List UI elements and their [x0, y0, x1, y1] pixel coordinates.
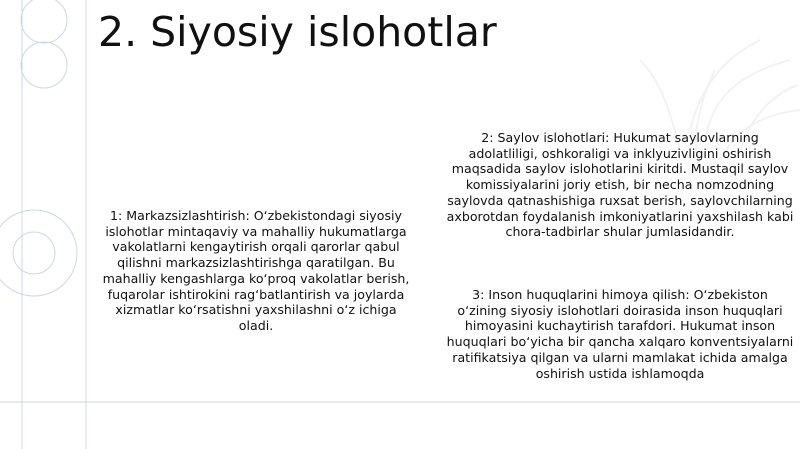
paragraph-human-rights: 3: Inson huquqlarini himoya qilish: O‘zbekiston o‘zining siyosiy islohotlari doirasida inson huquqlari himoyasini kuchaytirish tarafdori. Hukumat inson huquqlari bo‘yicha bir qancha xalqaro konventsiyalarni ratifikatsiya qilgan va ularni mamlakat ichida amalga oshirish ustida ishlamoqda [446, 287, 794, 381]
circle-decoration [0, 210, 77, 296]
paragraph-decentralization: 1: Markazsizlashtirish: O‘zbekistondagi siyosiy islohotlar mintaqaviy va mahalliy hukumatlarga vakolatlarni kengaytirish orqali qarorlar qabul qilishni markazsizlashtirishga qaratilgan. Bu mahalliy kengashlarga ko‘proq vakolatlar berish, fuqarolar ishtirokini rag‘batlantirish va joylarda xizmatlar ko‘rsatishni yaxshilashni o‘z ichiga oladi. [102, 208, 410, 333]
slide-title: 2. Siyosiy islohotlar [98, 8, 497, 56]
circle-decoration [13, 232, 55, 274]
circle-decoration [21, 42, 67, 88]
circle-decoration [21, 0, 67, 43]
paragraph-electoral-reforms: 2: Saylov islohotlari: Hukumat saylovlarning adolatliligi, oshkoraligi va inklyuzivligini oshirish maqsadida saylov islohotlarini kiritdi. Mustaqil saylov komissiyalarini joriy etish, bir necha nomzodning saylovda qatnashishiga ruxsat berish, saylovchilarning axborotdan foydalanish imkoniyatlarini yaxshilash kabi chora-tadbirlar shular jumlasidandir. [446, 130, 794, 240]
